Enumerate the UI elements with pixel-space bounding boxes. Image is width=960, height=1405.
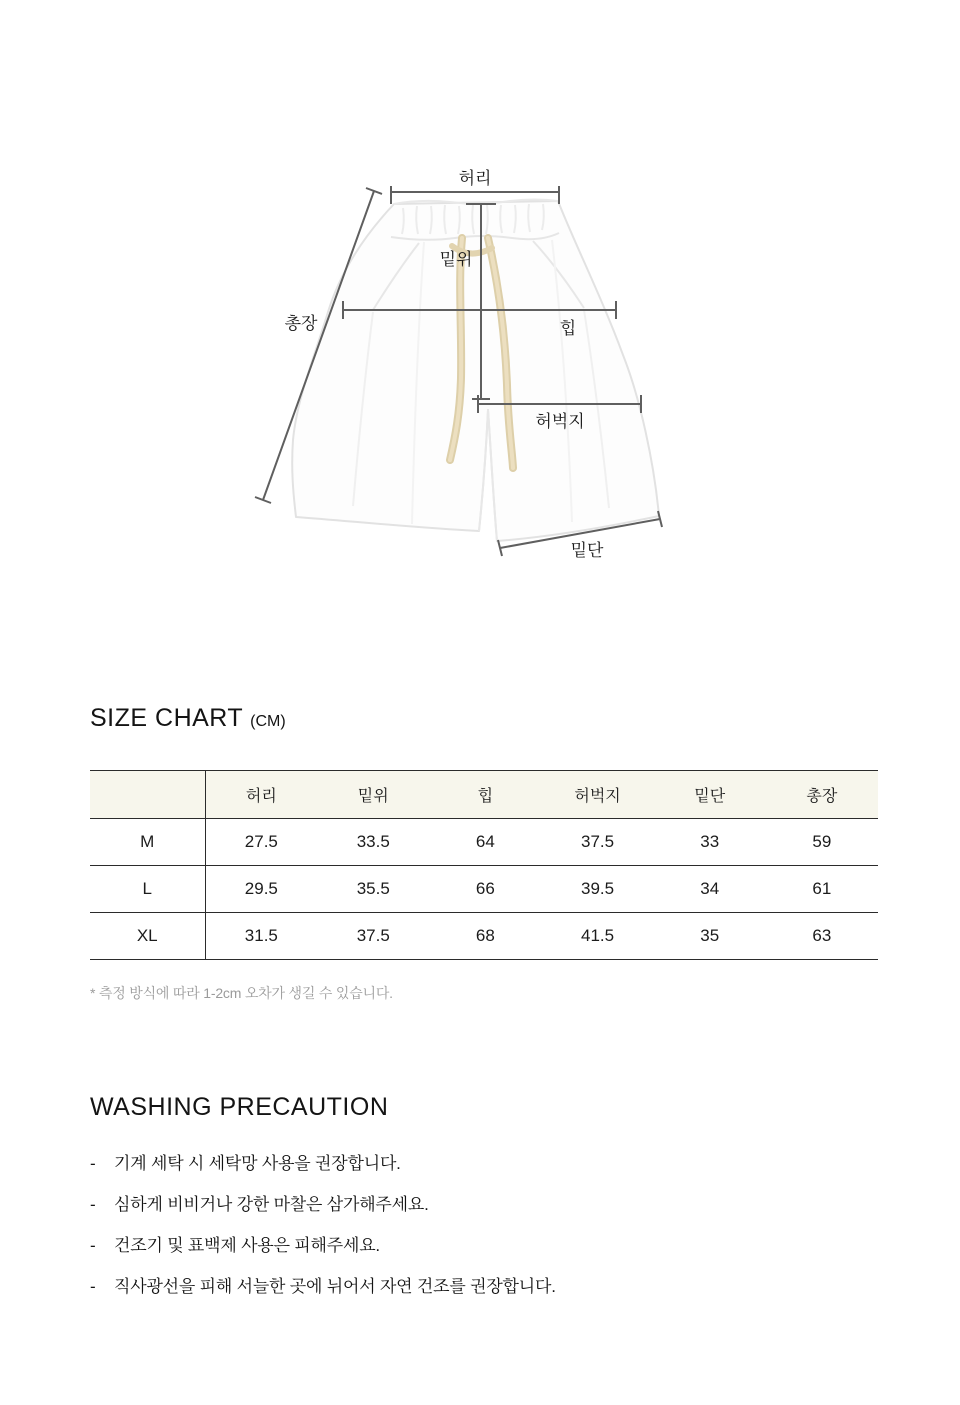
table-row-l [90,866,878,913]
cell-value: 34 [654,866,766,913]
size-column-header [90,771,205,819]
list-item [90,1152,790,1176]
size-chart-title [90,704,286,733]
washing-precaution-title: WASHING PRECAUTION [90,1093,389,1121]
shorts-diagram-svg [0,0,960,640]
cell-value: 64 [429,819,541,866]
size-label: L [90,866,205,913]
washing-instruction: 기계 세탁 시 세탁망 사용을 권장합니다. [114,1154,401,1173]
cell-value: 35.5 [317,866,429,913]
measurement-tolerance-note: * 측정 방식에 따라 1-2cm 오차가 생길 수 있습니다. [90,985,393,1001]
column-header-hip: 힙 [429,771,541,819]
cell-value: 33 [654,819,766,866]
garment-measurement-diagram [0,0,960,640]
cell-value: 35 [654,913,766,960]
table-row-xl [90,913,878,960]
hem-label: 밑단 [570,541,604,560]
washing-instruction: 직사광선을 피해 서늘한 곳에 뉘어서 자연 건조를 권장합니다. [114,1277,556,1296]
column-header-waist: 허리 [205,771,317,819]
size-chart-header-row [90,771,878,819]
bullet-dash: - [90,1277,96,1296]
cell-value: 27.5 [205,819,317,866]
bullet-dash: - [90,1154,96,1173]
column-header-hem: 밑단 [654,771,766,819]
cell-value: 33.5 [317,819,429,866]
total-length-label: 총장 [284,314,318,333]
column-header-rise: 밑위 [317,771,429,819]
bullet-dash: - [90,1195,96,1214]
cell-value: 37.5 [541,819,653,866]
size-label: M [90,819,205,866]
cell-value: 68 [429,913,541,960]
column-header-length: 총장 [766,771,878,819]
hip-label: 힙 [559,319,577,338]
size-chart-table [90,770,878,960]
cell-value: 66 [429,866,541,913]
list-item [90,1193,790,1217]
shorts-illustration [292,200,659,542]
waist-label: 허리 [458,169,492,188]
bullet-dash: - [90,1236,96,1255]
cell-value: 39.5 [541,866,653,913]
washing-instruction: 심하게 비비거나 강한 마찰은 삼가해주세요. [114,1195,429,1214]
rise-label: 밑위 [439,250,473,269]
list-item [90,1275,790,1299]
size-chart-unit: (CM) [250,713,286,730]
cell-value: 63 [766,913,878,960]
cell-value: 61 [766,866,878,913]
cell-value: 59 [766,819,878,866]
size-label: XL [90,913,205,960]
size-chart-title-text: SIZE CHART [90,704,244,732]
cell-value: 41.5 [541,913,653,960]
washing-precaution-list [90,1152,790,1316]
washing-instruction: 건조기 및 표백제 사용은 피해주세요. [114,1236,380,1255]
column-header-thigh: 허벅지 [541,771,653,819]
list-item [90,1234,790,1258]
cell-value: 37.5 [317,913,429,960]
thigh-label: 허벅지 [535,412,585,431]
table-row-m [90,819,878,866]
cell-value: 29.5 [205,866,317,913]
cell-value: 31.5 [205,913,317,960]
